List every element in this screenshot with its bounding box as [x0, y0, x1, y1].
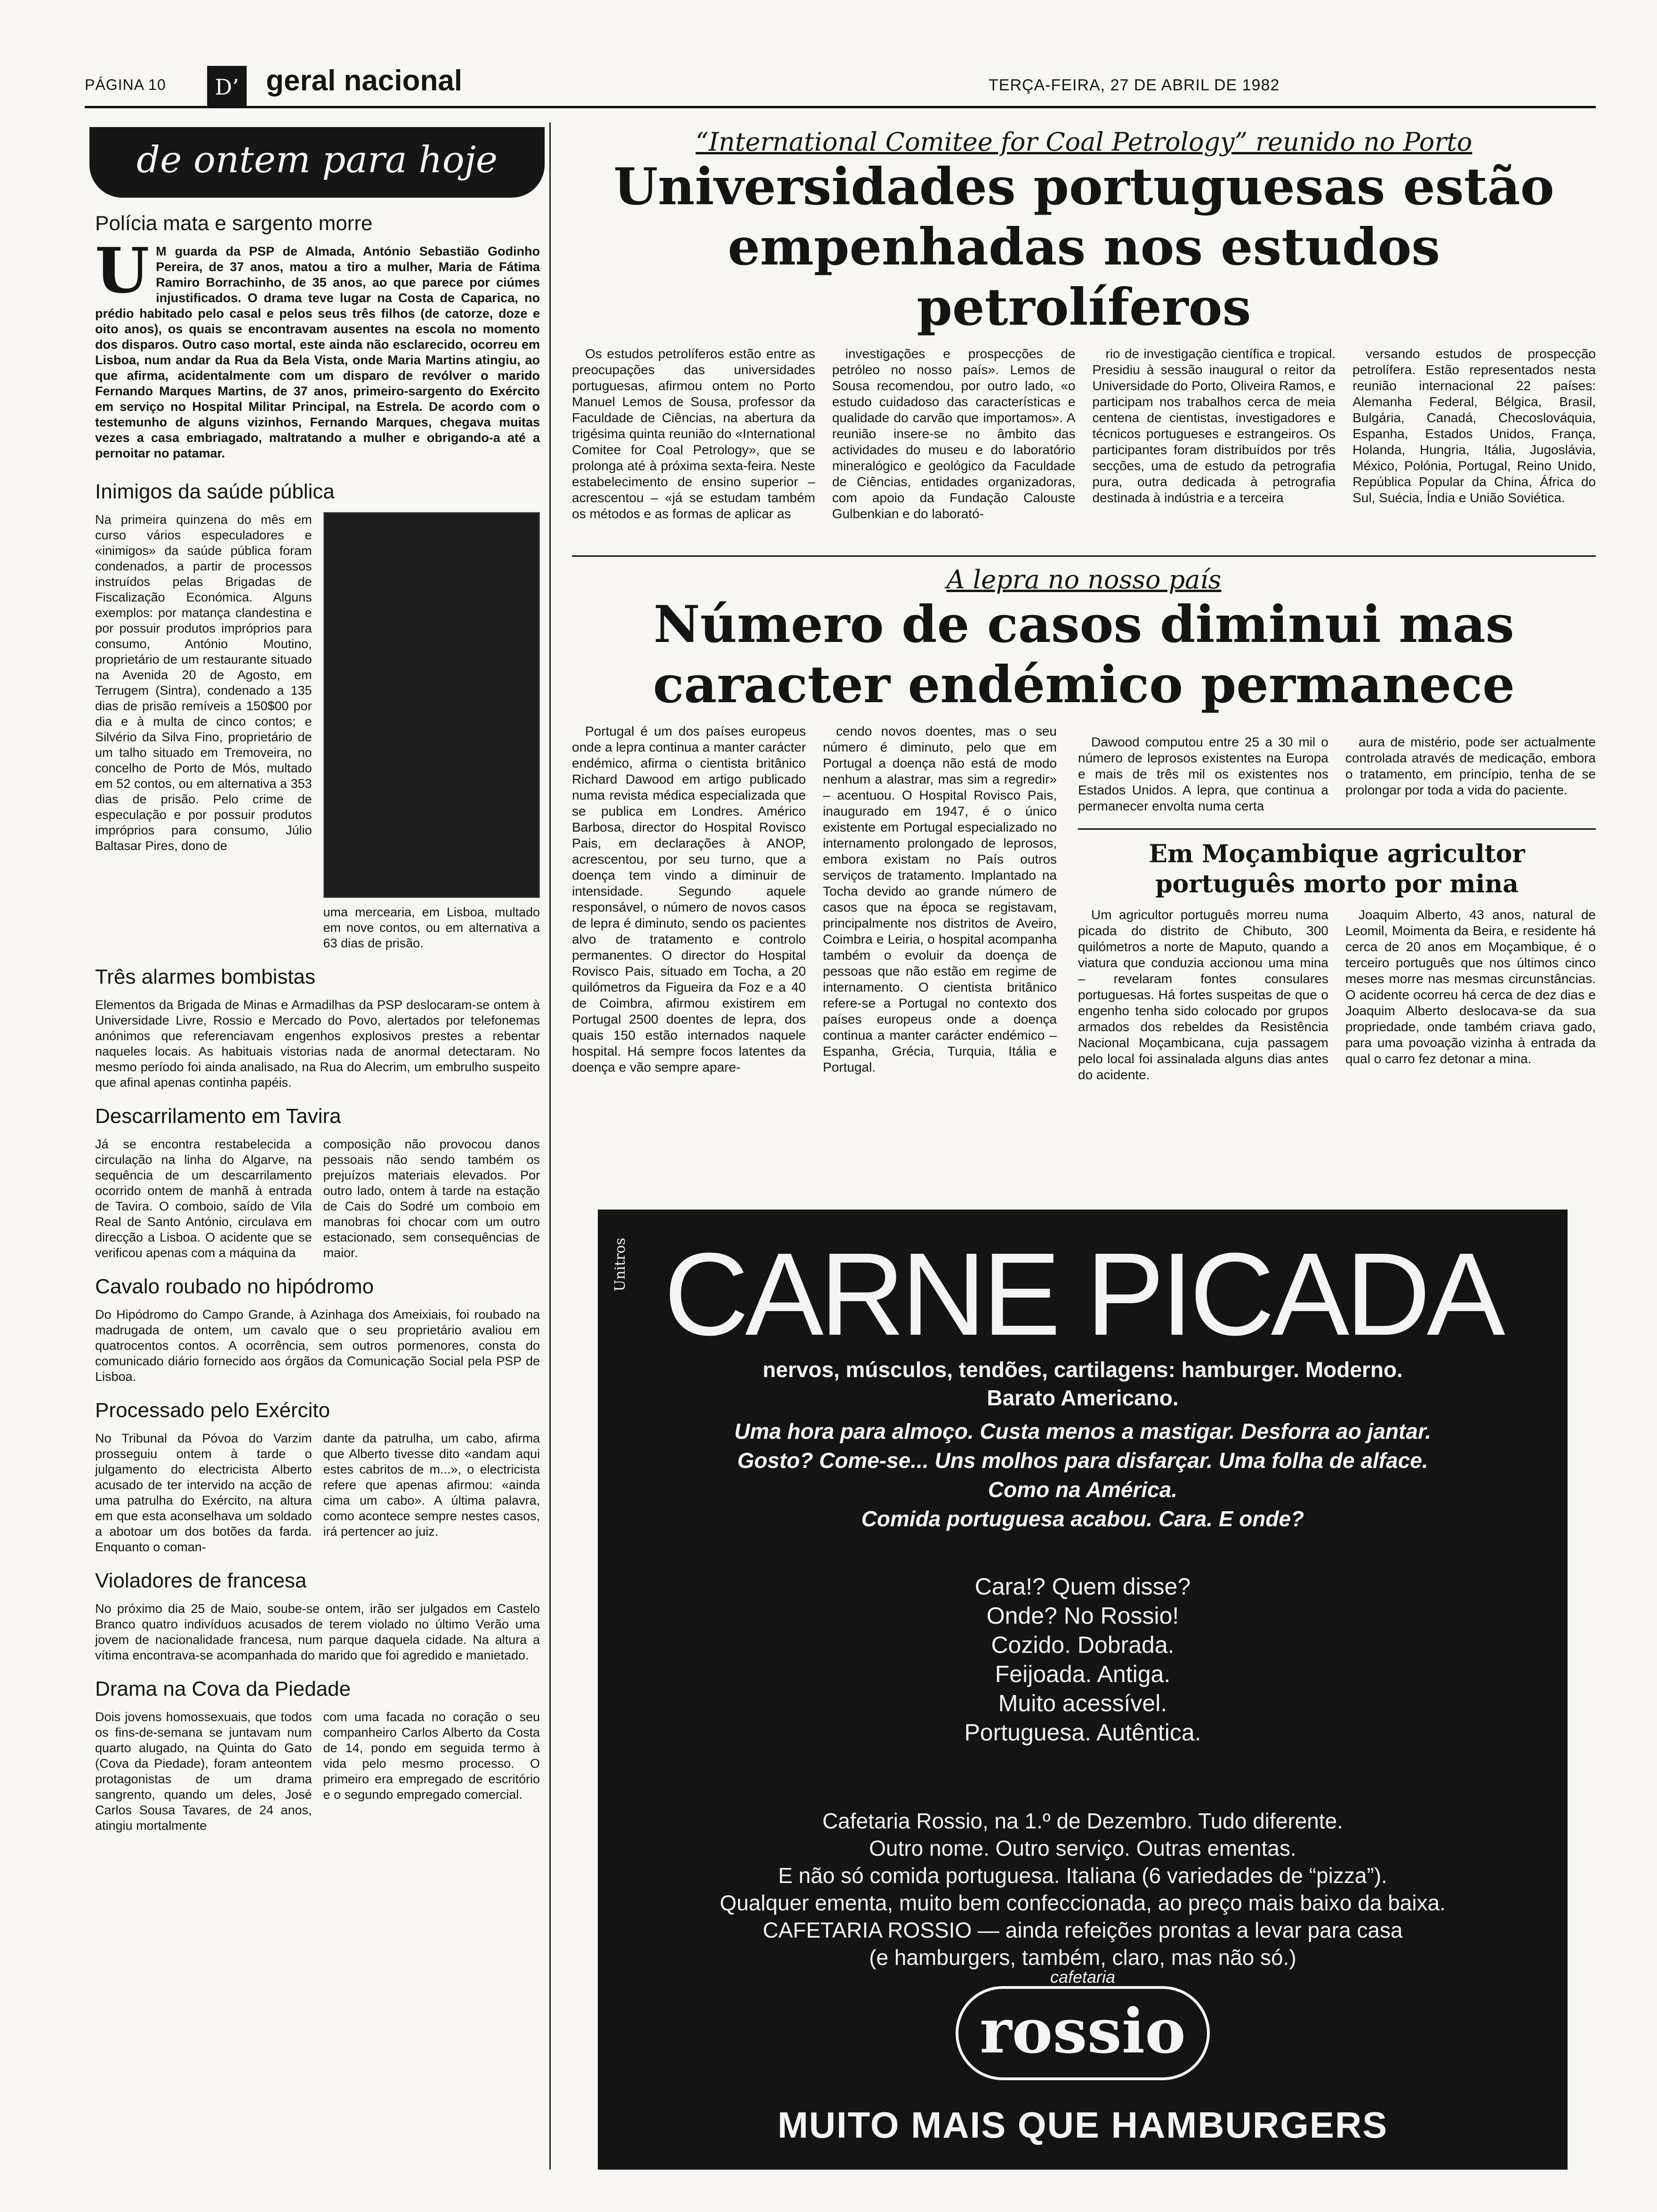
news-text: Já se encontra restabelecida a circulação na linha do Algarve, na sequência de um descarrilamento ocorrido ontem de manhã à entrada de Tavira. O comboio, saído de Vila Real de Santo António, circulava em direcção a Lisboa. O acidente que se verificou apenas com a máquina da	[95, 1137, 312, 1260]
news-heading: Cavalo roubado no hipódromo	[95, 1275, 374, 1298]
article-kicker: A lepra no nosso país	[946, 565, 1222, 594]
news-item	[85, 1677, 549, 1834]
issue-date: TERÇA-FEIRA, 27 DE ABRIL DE 1982	[989, 76, 1280, 94]
article-columns	[572, 346, 1596, 522]
ad-line: Gosto? Come-se... Uns molhos para disfarçar. Uma folha de alface.	[737, 1448, 1428, 1473]
ad-line: Portuguesa. Autêntica.	[964, 1719, 1201, 1746]
news-item	[85, 1399, 549, 1555]
news-text: Na primeira quinzena do mês em curso vários especuladores e «inimigos» da saúde pública foram condenados, a partir de processos instruídos pelas Brigadas de Fiscalização Económica. Alguns exemplos: por matança clandestina e por possuir produtos impróprios para consumo, António Moutino, proprietário de um restaurante situado na Avenida 20 de Agosto, em Terrugem (Sintra), condenado a 135 dias de prisão remíveis a 150$00 por dia e à multa de cinco contos; e Silvério da Silva Fino, proprietário de um talho situado em Tremoveira, no concelho de Porto de Mós, multado em 52 contos, ou em alternativa a 353 dias de prisão. Pelo crime de especulação e por possuir produtos impróprios para consumo, Júlio Baltasar Pires, dono de	[95, 513, 312, 853]
ad-logo-caption: cafetaria	[1050, 1967, 1116, 1987]
ad-line: Uma hora para almoço. Custa menos a mastigar. Desforra ao jantar.	[734, 1419, 1432, 1443]
drop-cap: U	[95, 234, 150, 307]
news-item	[85, 1569, 549, 1663]
news-text: dante da patrulha, um cabo, afirma que Alberto tivesse dito «andam aqui estes cabritos de m...», o electricista refere que apenas afirmou: «ainda cima um cabo». A última palavra, como acontece sempre nestes casos, irá pertencer ao juiz.	[323, 1431, 540, 1539]
article-columns	[1078, 734, 1596, 814]
rossio-logo-icon: rossio	[956, 1986, 1210, 2080]
news-text: Dois jovens homossexuais, que todos os fins-de-semana se juntavam num quarto alugado, na Quinta do Gato (Cova da Piedade), foram anteontem protagonistas de um drama sangrento, quando um deles, José Carlos Sousa Tavares, de 24 anos, atingiu mortalmente	[95, 1710, 312, 1833]
article-text: investigações e prospecções de petróleo no nosso país». Lemos de Sousa recomendou, por outro lado, «o estudo cuidadoso das características e qualidade do carvão que importamos». A reunião insere-se no âmbito das actividades do museu e do laboratório mineralógico e geológico da Faculdade de Ciências, entidades organizadoras, com apoio da Fundação Calouste Gulbenkian e do laborató-	[832, 346, 1076, 521]
ad-tagline-line: Barato Americano.	[987, 1386, 1179, 1410]
header-rule	[85, 106, 1596, 108]
column-banner: de ontem para hoje	[89, 127, 545, 198]
ad-copy	[598, 1572, 1568, 1747]
article-petrology	[572, 127, 1596, 565]
article-text: Os estudos petrolíferos estão entre as preocupações das universidades portuguesas, afirmou ontem no Porto Manuel Lemos de Sousa, professor da Faculdade de Ciências, na abertura da trigésima quinta reunião do «International Comitee for Coal Petrology», que se prolonga até à próxima sexta-feira. Neste estabelecimento de ensino superior – acrescentou – «já se estudam também os métodos e as formas de aplicar as	[572, 346, 815, 521]
article-text: Um agricultor português morreu numa picada do distrito de Chibuto, 300 quilómetros a norte de Maputo, quando a viatura que conduzia accionou uma mina – revelaram fontes consulares portuguesas. Há fortes suspeitas de que o engenho tenha sido colocado por grupos armados dos rebeldes da Resistência Nacional Moçambicana, cuja passagem pelo local foi assinalada alguns dias antes do acidente.	[1078, 907, 1328, 1082]
news-heading: Drama na Cova da Piedade	[95, 1677, 351, 1700]
news-text: No próximo dia 25 de Maio, soube-se ontem, irão ser julgados em Castelo Branco quatro indivíduos acusados de terem violado no último Verão uma jovem de nacionalidade francesa, num parque daquela cidade. Na altura a vítima encontrava-se acompanhada do marido que foi agredido e manietado.	[95, 1602, 540, 1662]
article-title: Em Moçambique agricultor português morto por mina	[1149, 840, 1525, 898]
article-text: Dawood computou entre 25 a 30 mil o número de leprosos existentes na Europa e mais de três mil os existentes nos Estados Unidos. A lepra, que continua a permanecer envolta numa certa	[1078, 735, 1328, 813]
ad-title: CARNE PICADA	[664, 1228, 1502, 1360]
news-item	[85, 965, 549, 1090]
news-item	[85, 1275, 549, 1385]
article-title: Universidades portuguesas estão empenhadas nos estudos petrolíferos	[613, 157, 1554, 337]
news-heading: Inimigos da saúde pública	[95, 480, 335, 503]
ad-line: Cozido. Dobrada.	[991, 1632, 1174, 1658]
news-photo	[323, 512, 540, 898]
page-number: PÁGINA 10	[85, 76, 166, 93]
article-text: Joaquim Alberto, 43 anos, natural de Leomil, Moimenta da Beira, e residente há cerca de 20 anos em Moçambique, é o terceiro português que nos últimos cinco meses morre nas mesmas circunstâncias. O acidente ocorreu há cerca de dez dias e Joaquim Alberto deslocava-se da sua propriedade, onde também criava gado, para uma povoação vizinha à entrada da qual o carro fez detonar a mina.	[1345, 907, 1596, 1066]
ad-line: Cafetaria Rossio, na 1.º de Dezembro. Tudo diferente.	[822, 1809, 1343, 1833]
article-columns	[572, 723, 1057, 1075]
article-leprosy-continued	[1078, 734, 1596, 1083]
news-text: composição não provocou danos pessoais não sendo também os prejuízos materiais elevados. Por outro lado, ontem à tarde na estação de Cais do Sodré um comboio em manobras foi chocar com um outro estacionado, sem consequências de maior.	[323, 1137, 540, 1260]
news-heading: Três alarmes bombistas	[95, 965, 315, 988]
ad-line: Cara!? Quem disse?	[974, 1573, 1191, 1600]
ad-line: (e hamburgers, também, claro, mas não só.)	[869, 1945, 1296, 1970]
news-text: uma mercearia, em Lisboa, multado em nove contos, ou em alternativa a 63 dias de prisão.	[323, 905, 540, 950]
ad-line: Muito acessível.	[998, 1690, 1167, 1716]
ad-line: CAFETARIA ROSSIO — ainda refeições prontas a levar para casa	[763, 1918, 1403, 1942]
article-text: cendo novos doentes, mas o seu número é diminuto, pelo que em Portugal a doença não está de modo nenhum a alastrar, mas sim a regredir» – acentuou. O Hospital Rovisco Pais, inaugurado em 1947, é o único existente em Portugal especializado no internamento prolongado de leprosos, embora existam no País outros serviços de tratamento. Implantado na Tocha devido ao grande número de casos que na época se registavam, principalmente nos distritos de Aveiro, Coimbra e Leiria, o hospital acompanha também o evoluir da doença de pessoas que não estão em regime de internamento. O cientista britânico refere-se a Portugal no contexto dos países europeus onde a doença continua a manter carácter endémico – Espanha, Grécia, Turquia, Itália e Portugal.	[823, 724, 1057, 1074]
news-heading: Polícia mata e sargento morre	[95, 212, 373, 235]
article-text: Portugal é um dos países europeus onde a lepra continua a manter carácter endémico, afirma o cientista britânico Richard Dawood em artigo publicado numa revista médica especializada que se publica em Londres. Américo Barbosa, director do Hospital Rovisco Pais, em declarações à ANOP, acrescentou, por seu turno, que a doença tem vindo a diminuir de intensidade. Segundo aquele responsável, o número de novos casos de lepra é diminuto, sendo os pacientes alvo de tratamento e controlo permanentes. O director do Hospital Rovisco Pais, situado em Tocha, a 20 quilómetros da Figueira da Foz e a 40 de Coimbra, afirmou existirem em Portugal 2500 doentes de lepra, dos quais 150 estão internados naquele hospital. Há sempre focos latentes da doença e vão sempre apare-	[572, 724, 806, 1074]
ad-line: E não só comida portuguesa. Italiana (6 variedades de “pizza”).	[778, 1863, 1387, 1888]
news-item	[85, 480, 549, 951]
ad-line: Onde? No Rossio!	[986, 1603, 1179, 1629]
ad-tagline	[598, 1355, 1568, 1412]
news-text: com uma facada no coração o seu companheiro Carlos Alberto da Costa de 14, pondo em seguida termo à vida pelo mesmo processo. O primeiro era empregado de escritório e o segundo empregado comercial.	[323, 1710, 540, 1802]
article-title: Número de casos diminui mas caracter endémico permanece	[653, 595, 1515, 714]
ad-line: Qualquer ementa, muito bem confeccionada, ao preço mais baixo da baixa.	[720, 1891, 1446, 1915]
ad-tagline-line: nervos, músculos, tendões, cartilagens: hamburger. Moderno.	[763, 1357, 1403, 1382]
ad-line: Feijoada. Antiga.	[995, 1661, 1171, 1687]
ad-footer: MUITO MAIS QUE HAMBURGERS	[777, 2104, 1388, 2146]
ad-line: Como na América.	[988, 1477, 1178, 1502]
news-item	[85, 1105, 549, 1261]
article-text: versando estudos de prospecção petrolífera. Estão representados nesta reunião internacional 22 países: Alemanha Federal, Bélgica, Brasil, Bulgária, Canadá, Checoslováquia, Espanha, Estados Unidos, França, Holanda, Hungria, Itália, Jugoslávia, México, Polónia, Portugal, Reino Unido, República Popular da China, África do Sul, Suécia, Índia e União Soviética.	[1352, 346, 1596, 505]
news-item	[85, 212, 549, 461]
left-column	[85, 122, 551, 2170]
ad-line: Outro nome. Outro serviço. Outras ementas.	[869, 1836, 1296, 1860]
news-heading: Violadores de francesa	[95, 1569, 307, 1592]
section-rule	[1078, 828, 1596, 830]
article-columns	[1078, 907, 1596, 1083]
section-rule	[572, 555, 1596, 557]
article-text: aura de mistério, pode ser actualmente controlada através de medicação, embora o tratamento, em princípio, tenha de se prolongar por toda a vida do paciente.	[1345, 735, 1596, 797]
news-heading: Processado pelo Exército	[95, 1399, 330, 1422]
section-name: geral nacional	[266, 64, 462, 97]
news-body	[85, 234, 549, 461]
news-heading: Descarrilamento em Tavira	[95, 1105, 341, 1128]
page-header	[85, 66, 1596, 122]
ad-line: Comida portuguesa acabou. Cara. E onde?	[861, 1507, 1304, 1531]
ad-vertical-credit: Unitros	[612, 1238, 628, 1292]
news-text: No Tribunal da Póvoa do Varzim prosseguiu ontem à tarde o julgamento do electricista Alberto acusado de ter intervido na acção de uma patrulha do Exército, na altura em que esta aconselhava um soldado a abotoar um dos botões da farda. Enquanto o coman-	[95, 1431, 312, 1554]
section-logo-icon: D’	[207, 66, 247, 108]
article-text: rio de investigação científica e tropical. Presidiu à sessão inaugural o reitor da Universidade do Porto, Oliveira Ramos, e participam nos trabalhos cerca de meia centena de cientistas, investigadores e técnicos portugueses e estrangeiros. Os participantes foram distribuídos por três secções, uma de estudo da petrografia pura, outra dedicada à petrografia destinada à indústria e a terceira	[1092, 346, 1336, 505]
news-text: Do Hipódromo do Campo Grande, à Azinhaga dos Ameixiais, foi roubado na madrugada de ontem, um cavalo que o seu proprietário avaliou em quatrocentos contos. A ocorrência, sem outros pormenores, consta do comunicado diário fornecido aos órgãos da Comunicação Social pela PSP de Lisboa.	[95, 1307, 540, 1384]
advertisement	[598, 1210, 1568, 2170]
ad-italic-copy	[598, 1417, 1568, 1533]
article-kicker: “International Comitee for Coal Petrology” reunido no Porto	[695, 127, 1472, 157]
news-text: M guarda da PSP de Almada, António Sebastião Godinho Pereira, de 37 anos, matou a tiro a mulher, Maria de Fátima Ramiro Borrachinho, de 35 anos, ao que parece por ciúmes injustificados. O drama teve lugar na Costa de Caparica, no prédio habitado pelo casal e pelos seus três filhos (de catorze, doze e oito anos), os quais se encontravam ausentes na escola no momento dos disparos. Outro caso mortal, este ainda não esclarecido, ocorreu em Lisboa, num andar da Rua da Bela Vista, onde Maria Martins atingiu, ao que afirma, acidentalmente com um disparo de revólver o marido Fernando Marques Martins, de 37 anos, primeiro-sargento do Exército em serviço no Hospital Militar Principal, na Estrela. De acordo com o testemunho de alguns vizinhos, Fernando Marques, chegava muitas vezes a casa embriagado, maltratando a mulher e obrigando-a até a pernoitar no patamar.	[95, 244, 540, 460]
news-text: Elementos da Brigada de Minas e Armadilhas da PSP deslocaram-se ontem à Universidade Livre, Rossio e Mercado do Povo, alertados por telefonemas anónimos que referenciavam engenhos explosivos prestes a rebentar naqueles locais. As habituais vistorias nada de anormal detectaram. No mesmo período foi ainda analisado, na Rua do Alecrim, um embrulho suspeito que afinal apenas continha papéis.	[95, 998, 540, 1090]
ad-copy	[598, 1807, 1568, 1971]
